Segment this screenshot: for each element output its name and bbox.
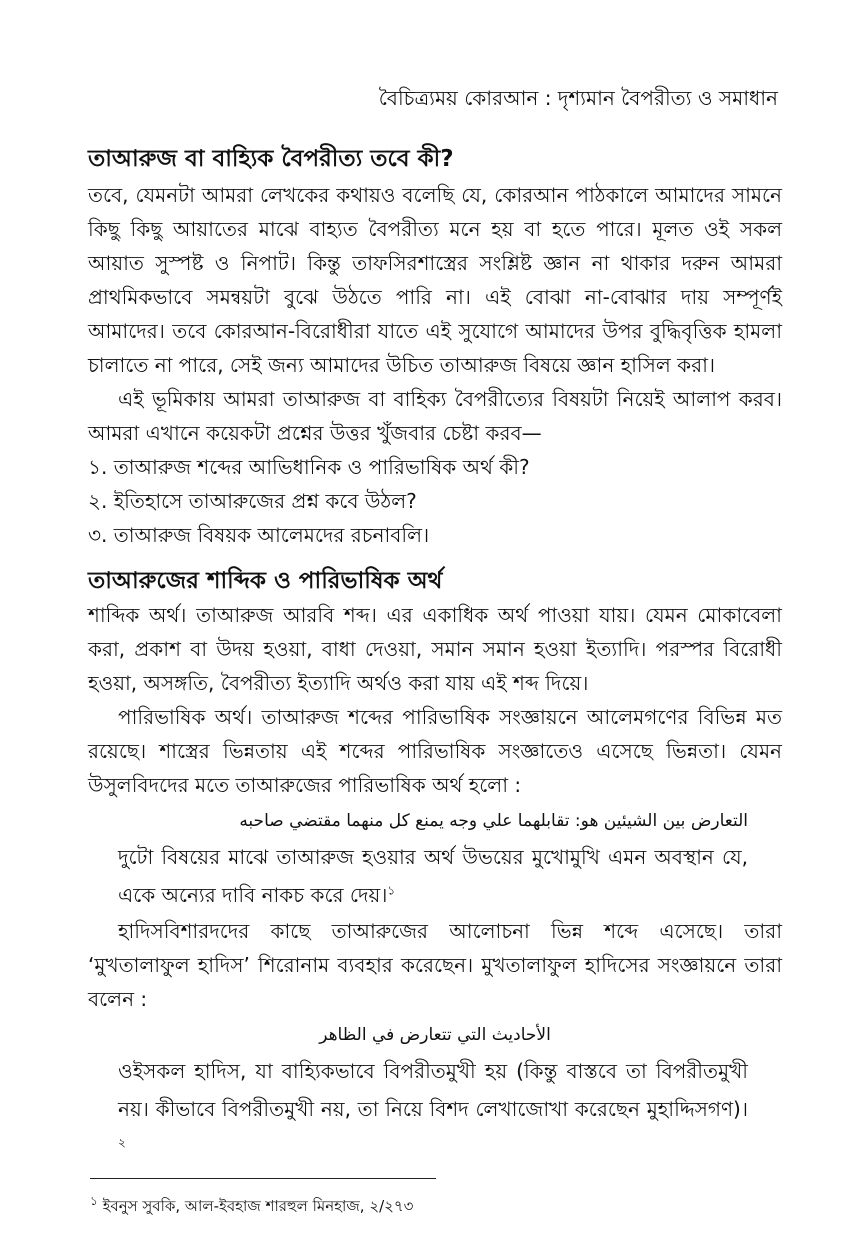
footnote-reference: ২ — [118, 1135, 126, 1150]
page-body — [88, 142, 782, 1166]
footnote — [90, 1194, 413, 1218]
section-heading-taaruz: তাআরুজ বা বাহ্যিক বৈপরীত্য তবে কী? — [88, 146, 454, 172]
footnote-reference: ১ — [387, 883, 396, 898]
paragraph: শাব্দিক অর্থ। তাআরুজ আরবি শব্দ। এর একাধিক অর্থ পাওয়া যায়। যেমন মোকাবেলা করা, প্রকাশ বা উদয় হওয়া, বাধা দেওয়া, সমান সমান হওয়া ইত্যাদি। পরস্পর বিরোধী হওয়া, অসঙ্গতি, বৈপরীত্য ইত্যাদি অর্থও করা যায় এই শব্দ দিয়ে। — [88, 603, 782, 695]
section-heading-meaning: তাআরুজের শাব্দিক ও পারিভাষিক অর্থ — [88, 568, 443, 594]
paragraph: হাদিসবিশারদদের কাছে তাআরুজের আলোচনা ভিন্ন শব্দে এসেছে। তারা ‘মুখতালাফুল হাদিস’ শিরোনাম ব্যবহার করেছেন। মুখতালাফুল হাদিসের সংজ্ঞায়নে তারা বলেন : — [88, 919, 782, 1011]
question-item-3: ৩. তাআরুজ বিষয়ক আলেমদের রচনাবলি। — [88, 523, 430, 547]
paragraph: এই ভূমিকায় আমরা তাআরুজ বা বাহিক্য বৈপরীত্যের বিষয়টা নিয়েই আলাপ করব। আমরা এখানে কয়েকটা প্রশ্নের উত্তর খুঁজবার চেষ্টা করব— — [88, 387, 782, 445]
footnote-text: ইবনুস সুবকি, আল-ইবহাজ শারহুল মিনহাজ, ২/২৭৩ — [97, 1197, 414, 1215]
paragraph: পারিভাষিক অর্থ। তাআরুজ শব্দের পারিভাষিক সংজ্ঞায়নে আলেমগণের বিভিন্ন মত রয়েছে। শাস্ত্রের ভিন্নতায় এই শব্দের পারিভাষিক সংজ্ঞাতেও এসেছে ভিন্নতা। যেমন উসুলবিদদের মতে তাআরুজের পারিভাষিক অর্থ হলো : — [88, 705, 782, 797]
question-item-2: ২. ইতিহাসে তাআরুজের প্রশ্ন কবে উঠল? — [88, 489, 417, 513]
translation-text: ওইসকল হাদিস, যা বাহ্যিকভাবে বিপরীতমুখী হয় (কিন্তু বাস্তবে তা বিপরীতমুখী নয়। কীভাবে বিপরীতমুখী নয়, তা নিয়ে বিশদ লেখাজোখা করেছেন মুহাদ্দিসগণ)। — [118, 1059, 748, 1121]
quote-translation — [88, 838, 782, 914]
arabic-quote-hadith: الأحاديث التي تتعارض في الظاهر — [319, 1025, 551, 1045]
paragraph: তবে, যেমনটা আমরা লেখকের কথায়ও বলেছি যে, কোরআন পাঠকালে আমাদের সামনে কিছু কিছু আয়াতের মাঝে বাহ্যত বৈপরীত্য মনে হয় বা হতে পারে। মূলত ওই সকল আয়াত সুস্পষ্ট ও নিপাট। কিন্তু তাফসিরশাস্ত্রের সংশ্লিষ্ট জ্ঞান না থাকার দরুন আমরা প্রাথমিকভাবে সমন্বয়টা বুঝে উঠতে পারি না। এই বোঝা না-বোঝার দায় সম্পূর্ণই আমাদের। তবে কোরআন-বিরোধীরা যাতে এই সুযোগে আমাদের উপর বুদ্ধিবৃত্তিক হামলা চালাতে না পারে, সেই জন্য আমাদের উচিত তাআরুজ বিষয়ে জ্ঞান হাসিল করা। — [88, 183, 782, 377]
translation-text: দুটো বিষয়ের মাঝে তাআরুজ হওয়ার অর্থ উভয়ের মুখোমুখি এমন অবস্থান যে, একে অন্যের দাবি নাকচ করে দেয়। — [118, 845, 748, 907]
arabic-quote-usul: التعارض بين الشيئين هو: تقابلهما علي وجه يمنع كل منهما مقتضي صاحبه — [239, 811, 748, 831]
footnote-divider — [90, 1178, 436, 1179]
question-item-1: ১. তাআরুজ শব্দের আভিধানিক ও পারিভাষিক অর্থ কী? — [88, 455, 530, 479]
footnote-mark: ১ — [90, 1194, 98, 1208]
quote-translation — [88, 1052, 782, 1166]
running-head: বৈচিত্র্যময় কোরআন : দৃশ্যমান বৈপরীত্য ও সমাধান — [378, 86, 778, 110]
